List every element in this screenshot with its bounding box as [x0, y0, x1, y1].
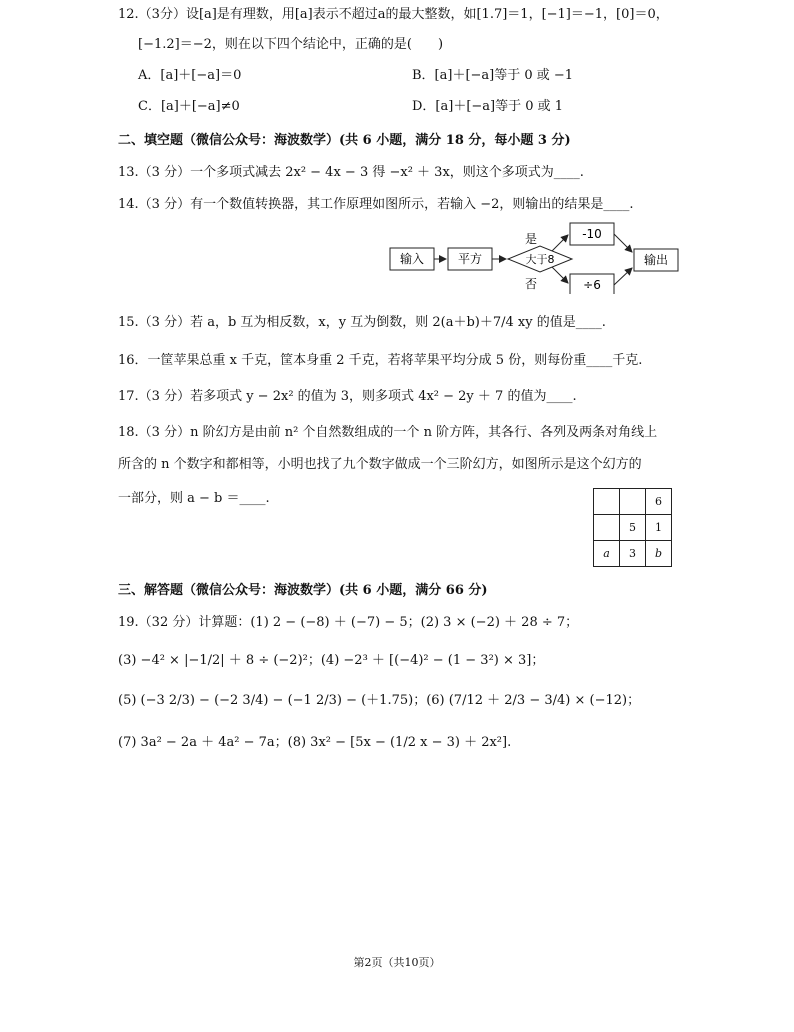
flow-condition-diamond	[508, 246, 572, 272]
magic-square-cell	[620, 489, 646, 515]
flow-condition-label: 大于8	[525, 253, 555, 266]
flow-input-box	[390, 248, 434, 270]
flow-arrow-out-no	[614, 268, 632, 285]
q19-line2: (3) −4² × |−1/2| ＋ 8 ÷ (−2)²；(4) −2³ ＋ [(−4)² − (1 − 3²) × 3]；	[118, 653, 545, 668]
flow-input-label: 输入	[399, 252, 425, 266]
q12-line2: [−1.2]＝−2，则在以下四个结论中，正确的是( )	[138, 37, 444, 52]
magic-square-cell: b	[646, 541, 672, 567]
magic-square-row	[594, 515, 672, 541]
flow-output-label: 输出	[643, 253, 669, 267]
magic-square-cell: 6	[646, 489, 672, 515]
q12-option-c: C．[a]＋[−a]≠0	[138, 99, 240, 114]
magic-square-row	[594, 489, 672, 515]
q12-option-b: B．[a]＋[−a]等于 0 或 −1	[412, 68, 574, 83]
flow-yes-label: 是	[525, 232, 538, 246]
flow-no-label: 否	[525, 277, 538, 291]
section2-heading: 二、填空题（微信公众号：海波数学）(共 6 小题，满分 18 分，每小题 3 分)	[118, 133, 571, 148]
q12-line1: 12.（3分）设[a]是有理数，用[a]表示不超过a的最大整数，如[1.7]＝1，[−1]＝−1，[0]＝0，	[118, 7, 669, 22]
flow-op-yes-box	[570, 223, 614, 245]
magic-square-cell: 5	[620, 515, 646, 541]
magic-square-cell: a	[594, 541, 620, 567]
q19-line3: (5) (−3 2/3) − (−2 3/4) − (−1 2/3) − (＋1.75)；(6) (7/12 ＋ 2/3 − 3/4) × (−12)；	[118, 693, 641, 708]
magic-square-cell	[594, 515, 620, 541]
flow-arrow-yes	[552, 235, 568, 251]
q16-text: 16．一筐苹果总重 x 千克，筐本身重 2 千克，若将苹果平均分成 5 份，则每份重____千克.	[118, 353, 643, 368]
q15-text: 15.（3 分）若 a，b 互为相反数，x，y 互为倒数，则 2(a＋b)＋7/4 xy 的值是____.	[118, 315, 606, 330]
flow-op-no-box	[570, 274, 614, 294]
flow-op-yes-label: -10	[582, 227, 602, 241]
flow-arrow-out-yes	[614, 234, 632, 252]
flow-square-box	[448, 248, 492, 270]
q13-text: 13.（3 分）一个多项式减去 2x² − 4x − 3 得 −x² ＋ 3x，则这个多项式为____.	[118, 165, 584, 180]
flow-output-box	[634, 249, 678, 271]
q12-option-a: A．[a]＋[−a]＝0	[138, 68, 242, 83]
q14-text: 14.（3 分）有一个数值转换器，其工作原理如图所示，若输入 −2，则输出的结果是____.	[118, 197, 634, 212]
q18-line3: 一部分，则 a − b ＝____.	[118, 491, 270, 506]
magic-square-cell	[594, 489, 620, 515]
q19-line4: (7) 3a² − 2a ＋ 4a² − 7a；(8) 3x² − [5x − (1/2 x − 3) ＋ 2x²].	[118, 735, 512, 750]
flowchart	[386, 222, 680, 294]
q19-line1: 19.（32 分）计算题：(1) 2 − (−8) ＋ (−7) − 5；(2) 3 × (−2) ＋ 28 ÷ 7；	[118, 615, 579, 630]
q18-line2: 所含的 n 个数字和都相等，小明也找了九个数字做成一个三阶幻方，如图所示是这个幻方的	[118, 457, 642, 472]
magic-square	[593, 488, 672, 567]
magic-square-row	[594, 541, 672, 567]
q18-line1: 18.（3 分）n 阶幻方是由前 n² 个自然数组成的一个 n 阶方阵，其各行、各列及两条对角线上	[118, 425, 658, 440]
section3-heading: 三、解答题（微信公众号：海波数学）(共 6 小题，满分 66 分)	[118, 583, 488, 598]
page-footer: 第2页（共10页）	[353, 956, 441, 969]
flow-square-label: 平方	[457, 252, 483, 266]
q17-text: 17.（3 分）若多项式 y − 2x² 的值为 3，则多项式 4x² − 2y ＋ 7 的值为____.	[118, 389, 577, 404]
q12-option-d: D．[a]＋[−a]等于 0 或 1	[412, 99, 564, 114]
magic-square-cell: 3	[620, 541, 646, 567]
flow-op-no-label: ÷6	[583, 278, 601, 292]
magic-square-cell: 1	[646, 515, 672, 541]
flow-arrow-no	[552, 267, 568, 283]
